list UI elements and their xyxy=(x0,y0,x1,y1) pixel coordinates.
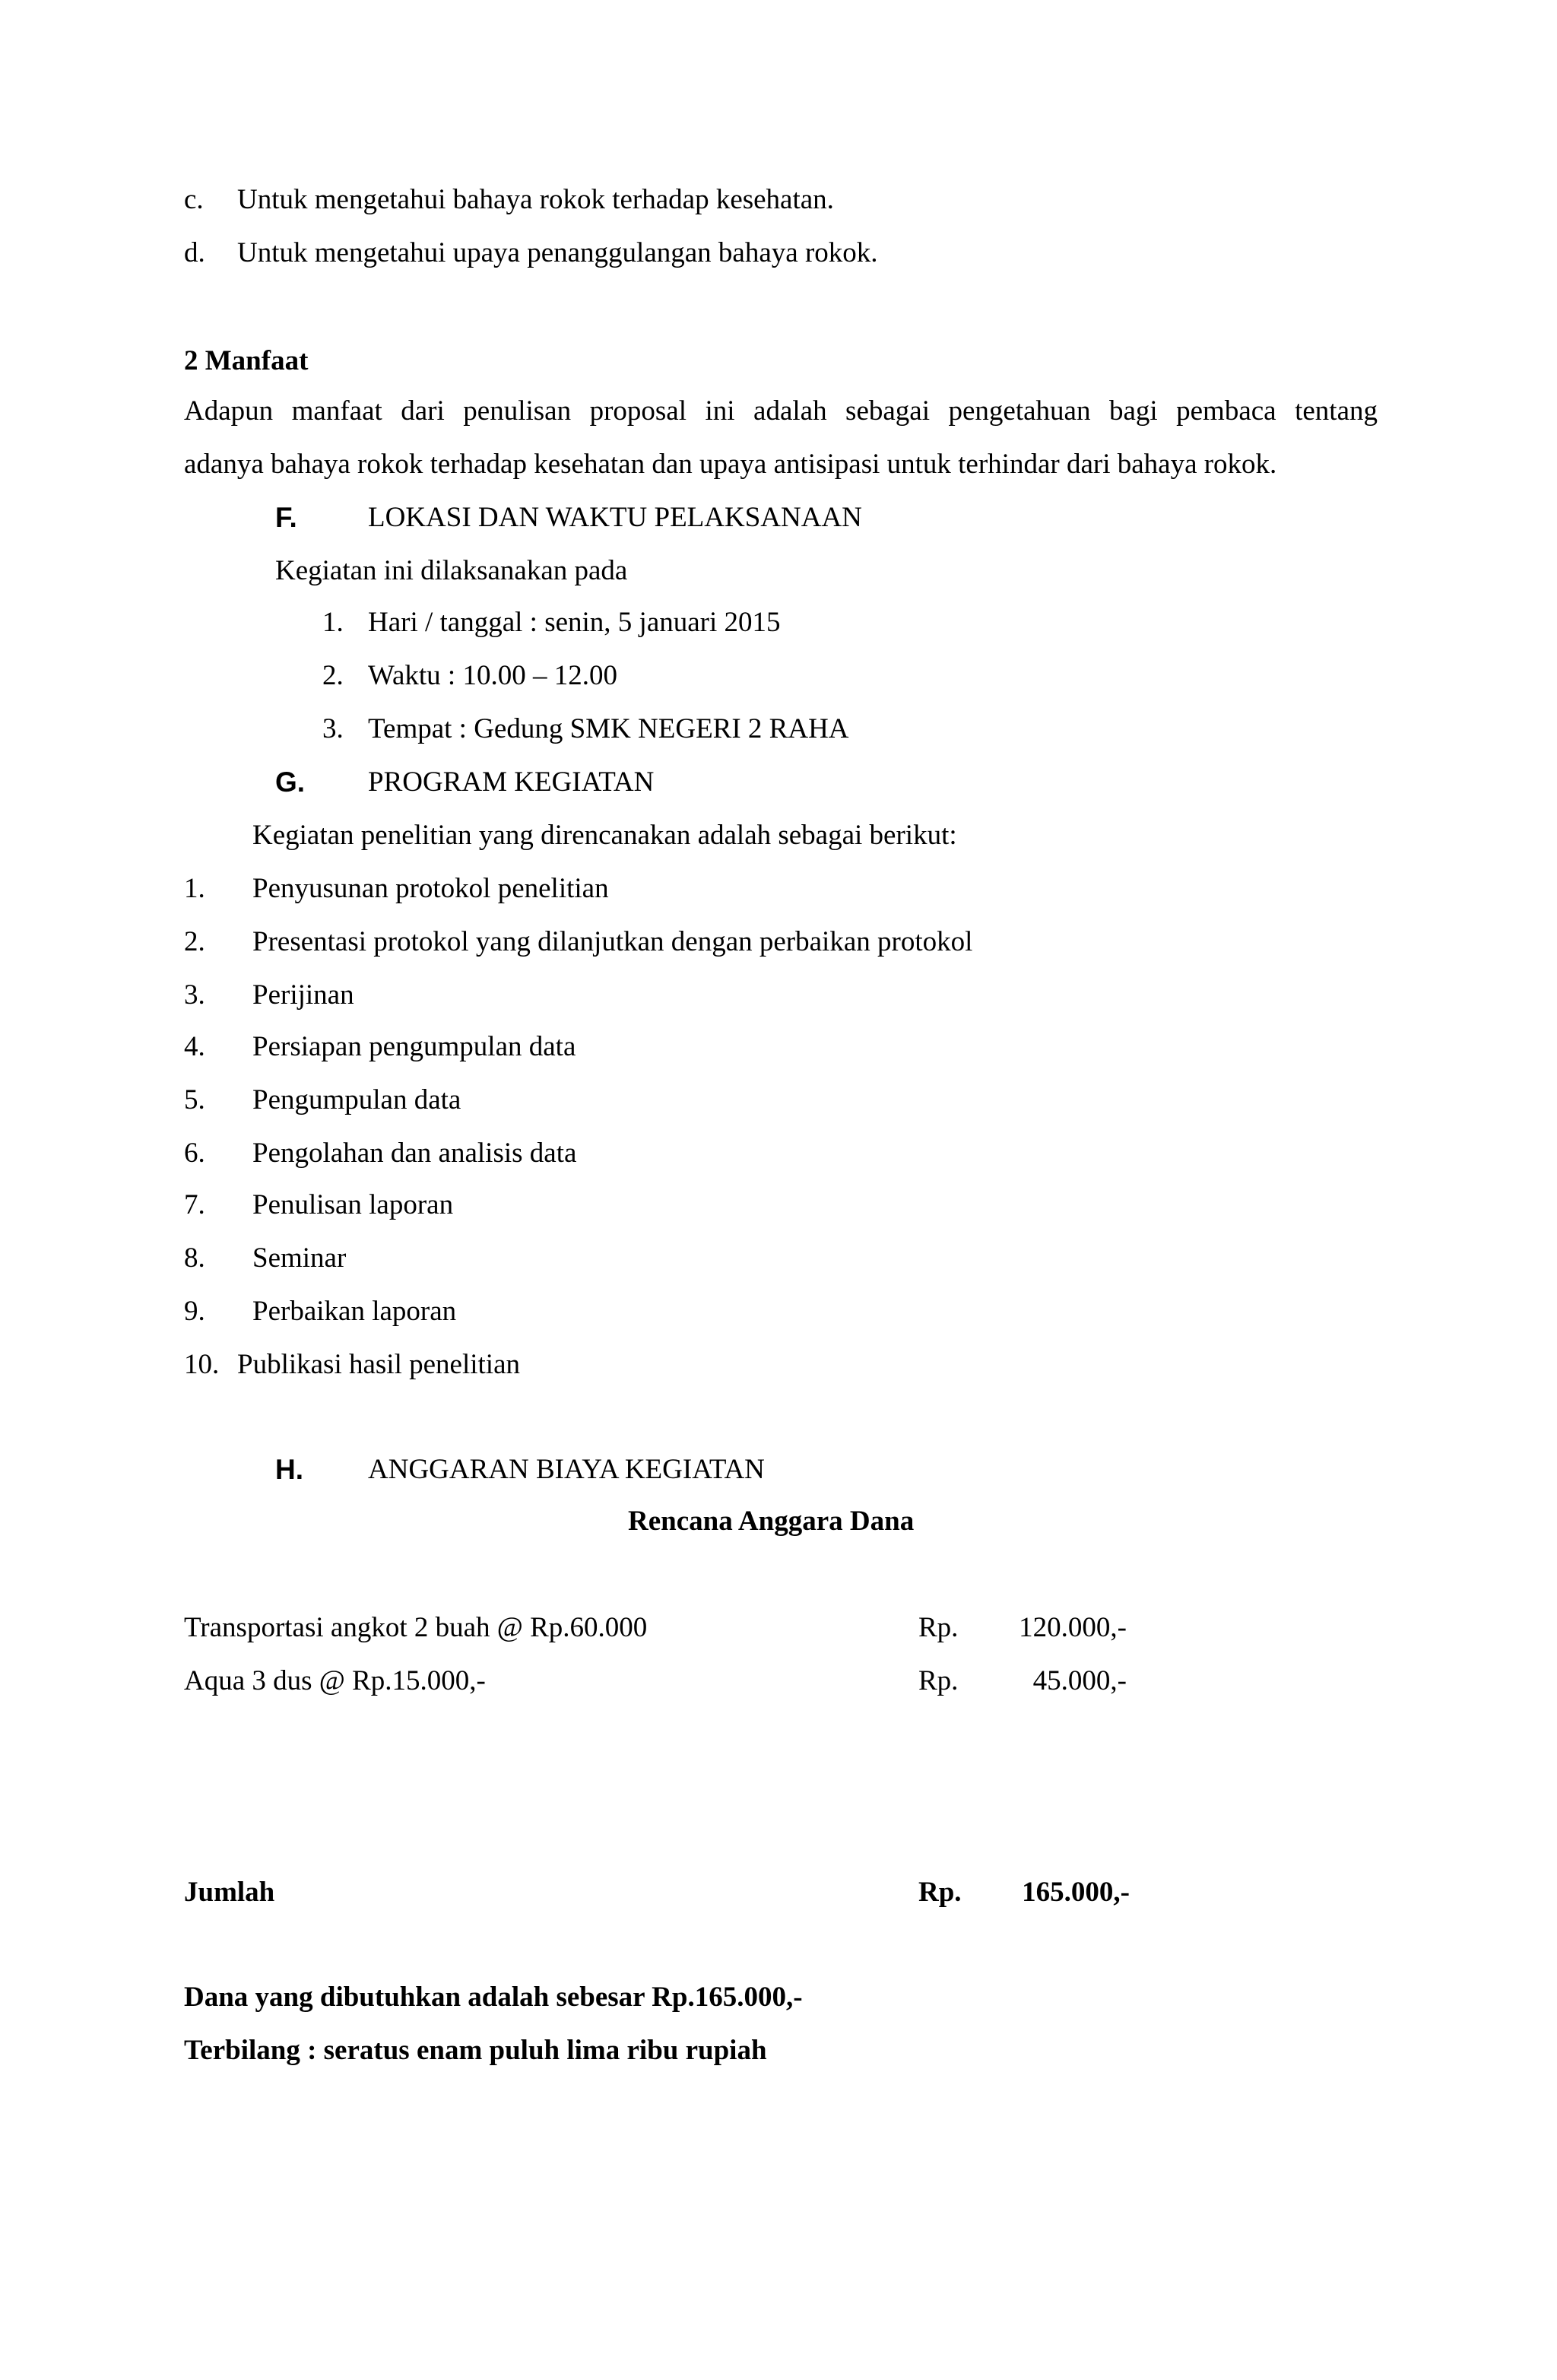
section-f-item-text: Waktu : 10.00 – 12.00 xyxy=(368,660,617,691)
program-item-num: 3. xyxy=(184,979,205,1011)
budget-total-currency: Rp. xyxy=(918,1877,962,1908)
program-item-text: Pengumpulan data xyxy=(252,1084,461,1115)
program-item-text: Pengolahan dan analisis data xyxy=(252,1138,577,1169)
budget-row-amount: 45.000,- xyxy=(1032,1665,1127,1696)
objective-c xyxy=(184,186,204,214)
budget-total-label: Jumlah xyxy=(184,1877,275,1908)
manfaat-paragraph-line1: Adapun manfaat dari penulisan proposal ini adalah sebagai pengetahuan bagi pembaca tentang xyxy=(184,395,1378,427)
section-f-intro: Kegiatan ini dilaksanakan pada xyxy=(275,555,628,586)
program-item-text: Presentasi protokol yang dilanjutkan dengan perbaikan protokol xyxy=(252,926,973,957)
section-f-item-num: 2. xyxy=(322,660,344,691)
program-item-text: Seminar xyxy=(252,1242,347,1274)
objective-marker: d. xyxy=(184,237,205,268)
program-item-num: 8. xyxy=(184,1242,205,1274)
objective-d xyxy=(184,239,205,267)
section-f-title: LOKASI DAN WAKTU PELAKSANAAN xyxy=(368,502,862,533)
section-f-item-text: Tempat : Gedung SMK NEGERI 2 RAHA xyxy=(368,713,849,744)
section-f-item-num: 1. xyxy=(322,607,344,638)
budget-subtitle: Rencana Anggara Dana xyxy=(628,1506,915,1537)
program-item-text: Perijinan xyxy=(252,979,354,1011)
section-f-letter: F. xyxy=(275,502,297,533)
objective-c-text: Untuk mengetahui bahaya rokok terhadap kesehatan. xyxy=(237,184,834,215)
program-item-text: Persiapan pengumpulan data xyxy=(252,1031,576,1062)
program-item-text: Penyusunan protokol penelitian xyxy=(252,873,609,904)
section-g-letter: G. xyxy=(275,766,306,798)
budget-row-currency: Rp. xyxy=(918,1665,959,1696)
program-item-text: Publikasi hasil penelitian xyxy=(237,1349,521,1380)
program-item-text: Penulisan laporan xyxy=(252,1189,454,1220)
objective-d-text: Untuk mengetahui upaya penanggulangan bahaya rokok. xyxy=(237,237,878,268)
section-f-item-text: Hari / tanggal : senin, 5 januari 2015 xyxy=(368,607,781,638)
section-g-title: PROGRAM KEGIATAN xyxy=(368,766,655,798)
manfaat-paragraph-line2: adanya bahaya rokok terhadap kesehatan dan upaya antisipasi untuk terhindar dari bahaya rokok. xyxy=(184,449,1277,480)
program-item-num: 4. xyxy=(184,1031,205,1062)
section-h-letter: H. xyxy=(275,1454,303,1485)
section-g-intro: Kegiatan penelitian yang direncanakan adalah sebagai berikut: xyxy=(252,820,957,851)
program-item-text: Perbaikan laporan xyxy=(252,1296,457,1327)
budget-row-amount: 120.000,- xyxy=(1019,1612,1127,1643)
program-item-num: 10. xyxy=(184,1349,220,1380)
budget-row-item: Transportasi angkot 2 buah @ Rp.60.000 xyxy=(184,1612,648,1643)
program-item-num: 5. xyxy=(184,1084,205,1115)
program-item-num: 6. xyxy=(184,1138,205,1169)
budget-row-item: Aqua 3 dus @ Rp.15.000,- xyxy=(184,1665,486,1696)
budget-terbilang: Terbilang : seratus enam puluh lima ribu rupiah xyxy=(184,2035,767,2066)
budget-total-amount: 165.000,- xyxy=(1022,1877,1130,1908)
program-item-num: 9. xyxy=(184,1296,205,1327)
program-item-num: 7. xyxy=(184,1189,205,1220)
budget-summary: Dana yang dibutuhkan adalah sebesar Rp.165.000,- xyxy=(184,1982,803,2013)
objective-marker: c. xyxy=(184,184,204,215)
section-h-title: ANGGARAN BIAYA KEGIATAN xyxy=(368,1454,765,1485)
program-item-num: 2. xyxy=(184,926,205,957)
budget-row-currency: Rp. xyxy=(918,1612,959,1643)
program-item-num: 1. xyxy=(184,873,205,904)
section-f-item-num: 3. xyxy=(322,713,344,744)
manfaat-heading: 2 Manfaat xyxy=(184,345,309,376)
